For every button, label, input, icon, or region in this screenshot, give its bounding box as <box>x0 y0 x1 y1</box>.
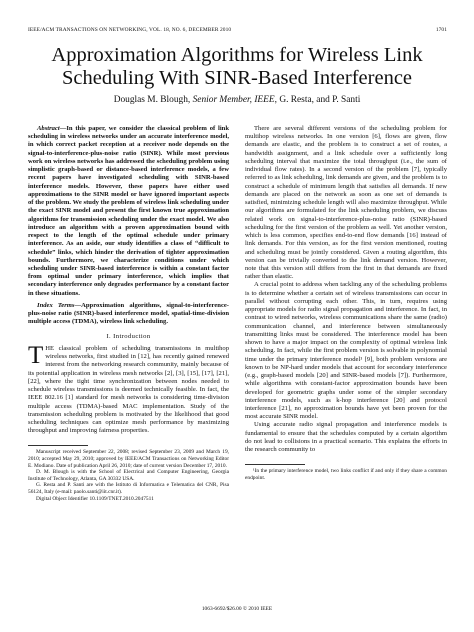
affiliation-note-1: D. M. Blough is with the School of Electrical and Computer Engineering, Georgia Institute of Technology, Atlanta, GA 30332 USA. <box>28 469 229 482</box>
intro-paragraph-text: HE classical problem of scheduling transmissions in multihop wireless networks, first studied in [12], has recently gained renewed interest from the networking research community, mainly because of its potential application in wireless mesh networks [2], [3], [15], [17], [21], [22], where the tight time synchronization between nodes needed to schedule wireless transmissions is deemed technically feasible. In fact, the IEEE 802.16 [1] standard for mesh networks is considering time-division multiple access (TDMA)-based MAC implementation. Study of the transmission scheduling problem is motivated by the likelihood that good scheduling techniques can optimize mesh performance by maximizing throughput and improving fairness properties. <box>28 344 229 435</box>
intro-paragraph <box>28 341 229 436</box>
affiliation-note-2: G. Resta and P. Santi are with the Istituto di Informatica e Telematica del CNR, Pisa 56124, Italy (e-mail: paolo.santi@iit.cnr.it). <box>28 482 229 495</box>
right-column <box>245 125 447 482</box>
journal-name: IEEE/ACM TRANSACTIONS ON NETWORKING, VOL. 18, NO. 6, DECEMBER 2010 <box>28 27 232 33</box>
doi-note: Digital Object Identifier 10.1109/TNET.2010.2047511 <box>36 495 154 502</box>
body-paragraph-1: There are several different versions of the scheduling problem for multihop wireless networks. In one version [6], flows are given, flow demands are elastic, and the problem is to construct a set of routes, a bandwidth assignment, and a link schedule over a sufficiently long scheduling interval that maximize the total throughput (i.e., the sum of individual flow rates). In a second version of the problem [7], typically referred to as link scheduling, link demands are given, and the problem is to construct a schedule of minimum length that satisfies all demands. If new demands are placed on the network as soon as one set of demands is satisfied, minimizing schedule length will also maximize throughput. While our algorithms are formulated for the link scheduling problem, we discuss related work on signal-to-interference-plus-noise ratio (SINR)-based scheduling for the first version of the problem as well. Yet another version, which is less common, specifies end-to-end flow demands [16] instead of link demands. For this version, as for the first version mentioned, routing and scheduling must be jointly considered. Given a routing algorithm, this version can be trivially converted to the link demand version. However, note that this version still differs from the first in that demands are fixed rather than elastic. <box>245 125 447 281</box>
abstract-label: Abstract <box>37 125 60 132</box>
author-names-1: Douglas M. Blough, <box>113 95 193 105</box>
author-names-2: , G. Resta, and P. Santi <box>274 95 361 105</box>
footnote-primary-interference: ¹In the primary interference model, two links conflict if and only if they share a common endpoint. <box>245 468 447 481</box>
section-heading-introduction: I. Introduction <box>106 332 151 340</box>
abstract-text: —In this paper, we consider the classical problem of link scheduling in wireless networks under an accurate interference model, in which correct packet reception at a receiver node depends on the signal-to-interference-plus-noise ratio (SINR). While most previous work on wireless networks has addressed the scheduling problem using simplistic graph-based or distance-based interference models, a few recent papers have investigated scheduling with SINR-based interference models. However, these papers have either used approximations to the SINR model or have ignored important aspects of the problem. We study the problem of wireless link scheduling under the exact SINR model and present the first known true approximation algorithms for transmission scheduling under the exact model. We also introduce an algorithm with a proven approximation bound with respect to the length of the optimal schedule under primary interference. As an aside, our study identifies a class of “difficult to schedule” links, which hinder the derivation of tighter approximation bounds. Furthermore, we characterize conditions under which scheduling under SINR-based interference is within a constant factor from optimal under primary interference, which implies that secondary interference only degrades performance by a constant factor in these situations. <box>28 125 229 297</box>
page-number: 1701 <box>435 27 447 33</box>
paper-title: Approximation Algorithms for Wireless Link Scheduling With SINR-Based Interference <box>51 44 423 89</box>
author-line <box>20 95 454 105</box>
index-terms-text: —Approximation algorithms, signal-to-interference-plus-noise ratio (SINR)-based interference model, spatial-time-division multiple access (TDMA), wireless link scheduling. <box>28 301 229 326</box>
index-terms-label: Index Terms <box>37 301 75 309</box>
footnote-rule-right <box>245 464 305 465</box>
running-header <box>28 27 447 33</box>
author-membership: Senior Member, IEEE <box>192 95 275 105</box>
footnote-rule <box>28 445 88 446</box>
left-column <box>28 125 229 502</box>
manuscript-received-note: Manuscript received September 22, 2008; revised September 23, 2009 and March 19, 2010; accepted May 29, 2010; approved by IEEE/ACM Transactions on Networking Editor E. Modiano. Date of publication April 26, 2010; date of current version December 17, 2010. <box>28 449 229 469</box>
copyright-code: 1063-6692/$26.00 © 2010 IEEE <box>201 606 273 612</box>
abstract <box>28 125 229 298</box>
index-terms <box>28 302 229 327</box>
drop-cap: T <box>28 341 44 369</box>
body-paragraph-3: Using accurate radio signal propagation and interference models is fundamental to ensure that the schedules computed by a certain algorithm do not lead to collisions in a practical scenario. This explains the efforts in the research community to <box>245 421 447 454</box>
body-paragraph-2: A crucial point to address when tackling any of the scheduling problems is to determine whether a certain set of wireless transmissions can occur in parallel without corrupting each other. This, in turn, requires using appropriate models for radio signal propagation and interference. In fact, in contrast to wired networks, wireless communications share the same (radio) communication channel, and interference between simultaneously transmitting links must be considered. The interference model has been shown to have a major impact on the complexity of optimal wireless link scheduling. In fact, while the first problem version is solvable in polynomial time under the primary interference model¹ [9], both problem versions are known to be NP-hard under models that account for secondary interference (e.g., graph-based models [20] and SINR-based models [7]). Furthermore, while algorithms with constant-factor approximation bounds have been developed for geometric graphs under some of the simpler secondary interference models, such as k-hop interference [20] and protocol interference [21], no approximation bounds have yet been proven for the most accurate SINR model. <box>245 281 447 421</box>
